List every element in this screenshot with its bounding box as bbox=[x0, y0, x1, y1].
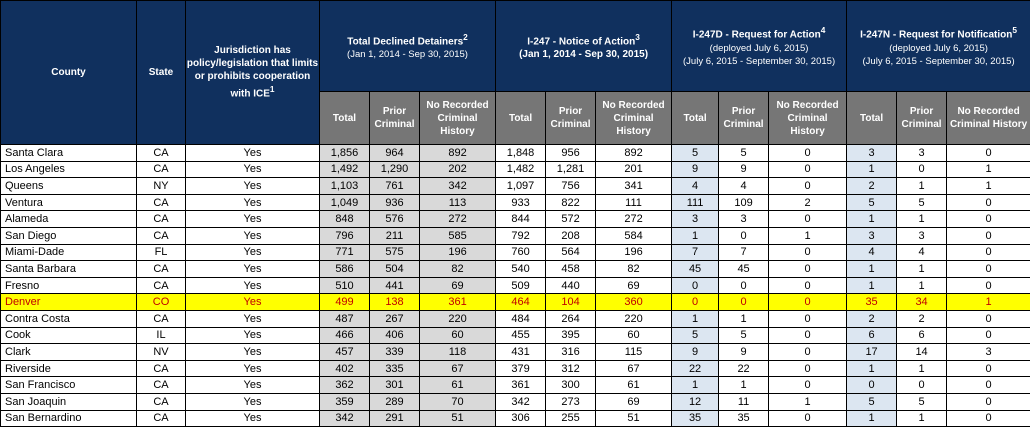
policy-cell: Yes bbox=[186, 178, 320, 195]
i247n-total-cell: 5 bbox=[847, 194, 897, 211]
i247n-norecord-cell: 0 bbox=[947, 377, 1030, 394]
state-cell: CA bbox=[137, 360, 186, 377]
i247-norecord-cell: 111 bbox=[596, 194, 672, 211]
i247d-prior-cell: 5 bbox=[719, 145, 769, 162]
i247-norecord-cell: 69 bbox=[596, 277, 672, 294]
i247d-total-cell: 111 bbox=[672, 194, 719, 211]
policy-cell: Yes bbox=[186, 161, 320, 178]
i247d-total-cell: 5 bbox=[672, 145, 719, 162]
county-cell: Cook bbox=[1, 327, 137, 344]
declined-total-cell: 499 bbox=[320, 294, 370, 311]
i247d-norecord-cell: 0 bbox=[769, 277, 847, 294]
policy-cell: Yes bbox=[186, 244, 320, 261]
i247d-norecord-cell: 0 bbox=[769, 344, 847, 361]
i247d-norecord-cell: 2 bbox=[769, 194, 847, 211]
declined-total-cell: 796 bbox=[320, 227, 370, 244]
policy-cell: Yes bbox=[186, 360, 320, 377]
i247d-prior-cell: 0 bbox=[719, 277, 769, 294]
declined-norecord-cell: 113 bbox=[420, 194, 496, 211]
i247n-prior-cell: 3 bbox=[897, 145, 947, 162]
i247-total-cell: 484 bbox=[496, 310, 546, 327]
state-cell: CA bbox=[137, 377, 186, 394]
i247-norecord-cell: 196 bbox=[596, 244, 672, 261]
i247-prior-cell: 458 bbox=[546, 261, 596, 278]
i247d-prior-header: Prior Criminal bbox=[719, 92, 769, 145]
i247n-total-cell: 4 bbox=[847, 244, 897, 261]
county-cell: Ventura bbox=[1, 194, 137, 211]
i247n-prior-cell: 5 bbox=[897, 194, 947, 211]
state-cell: NY bbox=[137, 178, 186, 195]
declined-prior-cell: 291 bbox=[370, 410, 420, 427]
i247-norecord-cell: 584 bbox=[596, 227, 672, 244]
table-row bbox=[1, 377, 1030, 394]
state-cell: NV bbox=[137, 344, 186, 361]
i247d-prior-cell: 9 bbox=[719, 161, 769, 178]
table-row bbox=[1, 178, 1030, 195]
i247d-prior-cell: 1 bbox=[719, 310, 769, 327]
policy-cell: Yes bbox=[186, 344, 320, 361]
i247-norecord-cell: 272 bbox=[596, 211, 672, 228]
declined-prior-cell: 211 bbox=[370, 227, 420, 244]
i247n-norecord-cell: 0 bbox=[947, 211, 1030, 228]
state-cell: CA bbox=[137, 393, 186, 410]
i247n-total-cell: 1 bbox=[847, 277, 897, 294]
state-cell: CA bbox=[137, 145, 186, 162]
declined-norecord-cell: 61 bbox=[420, 377, 496, 394]
i247d-prior-cell: 4 bbox=[719, 178, 769, 195]
county-cell: Alameda bbox=[1, 211, 137, 228]
i247-total-cell: 1,097 bbox=[496, 178, 546, 195]
i247-total-cell: 342 bbox=[496, 393, 546, 410]
i247n-prior-cell: 14 bbox=[897, 344, 947, 361]
declined-total-cell: 362 bbox=[320, 377, 370, 394]
declined-detainers-header: Total Declined Detainers$^2$ (Jan 1, 2014 - Sep 30, 2015) bbox=[320, 1, 496, 92]
i247-prior-cell: 273 bbox=[546, 393, 596, 410]
table-row bbox=[1, 410, 1030, 427]
declined-prior-cell: 504 bbox=[370, 261, 420, 278]
policy-cell: Yes bbox=[186, 294, 320, 311]
declined-total-cell: 771 bbox=[320, 244, 370, 261]
county-cell: Contra Costa bbox=[1, 310, 137, 327]
i247d-total-cell: 12 bbox=[672, 393, 719, 410]
i247n-norecord-cell: 0 bbox=[947, 261, 1030, 278]
i247d-total-cell: 1 bbox=[672, 310, 719, 327]
i247n-total-cell: 1 bbox=[847, 360, 897, 377]
county-cell: San Joaquin bbox=[1, 393, 137, 410]
i247n-total-cell: 1 bbox=[847, 161, 897, 178]
declined-total-cell: 1,492 bbox=[320, 161, 370, 178]
i247n-prior-cell: 1 bbox=[897, 360, 947, 377]
i247n-prior-cell: 3 bbox=[897, 227, 947, 244]
declined-total-cell: 510 bbox=[320, 277, 370, 294]
state-cell: CA bbox=[137, 161, 186, 178]
i247-norecord-cell: 82 bbox=[596, 261, 672, 278]
i247-prior-cell: 395 bbox=[546, 327, 596, 344]
i247n-header: I-247N - Request for Notification$^5$ (deployed July 6, 2015) (July 6, 2015 - September 30, 2015) bbox=[847, 1, 1030, 92]
declined-prior-cell: 761 bbox=[370, 178, 420, 195]
declined-total-cell: 1,049 bbox=[320, 194, 370, 211]
declined-norecord-cell: 585 bbox=[420, 227, 496, 244]
policy-cell: Yes bbox=[186, 310, 320, 327]
i247d-norecord-cell: 1 bbox=[769, 393, 847, 410]
table-row bbox=[1, 310, 1030, 327]
i247d-header: I-247D - Request for Action$^4$ (deployed July 6, 2015) (July 6, 2015 - September 30, 2015) bbox=[672, 1, 847, 92]
declined-prior-cell: 1,290 bbox=[370, 161, 420, 178]
i247d-total-cell: 1 bbox=[672, 227, 719, 244]
i247-prior-cell: 572 bbox=[546, 211, 596, 228]
state-cell: CA bbox=[137, 261, 186, 278]
table-row bbox=[1, 194, 1030, 211]
declined-total-cell: 359 bbox=[320, 393, 370, 410]
state-cell: CA bbox=[137, 410, 186, 427]
i247-prior-cell: 956 bbox=[546, 145, 596, 162]
i247n-total-cell: 3 bbox=[847, 227, 897, 244]
county-cell: Miami-Dade bbox=[1, 244, 137, 261]
i247n-total-cell: 2 bbox=[847, 178, 897, 195]
table-row bbox=[1, 211, 1030, 228]
declined-total-cell: 487 bbox=[320, 310, 370, 327]
state-cell: CA bbox=[137, 277, 186, 294]
i247n-total-cell: 35 bbox=[847, 294, 897, 311]
policy-cell: Yes bbox=[186, 227, 320, 244]
i247-prior-cell: 316 bbox=[546, 344, 596, 361]
declined-norecord-cell: 118 bbox=[420, 344, 496, 361]
i247d-prior-cell: 9 bbox=[719, 344, 769, 361]
i247n-prior-cell: 0 bbox=[897, 161, 947, 178]
declined-prior-cell: 964 bbox=[370, 145, 420, 162]
i247n-norecord-cell: 0 bbox=[947, 360, 1030, 377]
i247-prior-cell: 300 bbox=[546, 377, 596, 394]
county-cell: Santa Clara bbox=[1, 145, 137, 162]
state-cell: CA bbox=[137, 310, 186, 327]
i247-total-cell: 1,848 bbox=[496, 145, 546, 162]
i247n-total-cell: 5 bbox=[847, 393, 897, 410]
i247n-prior-cell: 1 bbox=[897, 178, 947, 195]
i247n-norecord-cell: 0 bbox=[947, 327, 1030, 344]
state-cell: FL bbox=[137, 244, 186, 261]
i247-total-cell: 306 bbox=[496, 410, 546, 427]
i247-total-cell: 464 bbox=[496, 294, 546, 311]
i247n-prior-cell: 34 bbox=[897, 294, 947, 311]
i247d-total-cell: 22 bbox=[672, 360, 719, 377]
table-row bbox=[1, 261, 1030, 278]
table-body bbox=[1, 145, 1030, 427]
declined-norecord-cell: 220 bbox=[420, 310, 496, 327]
state-cell: CO bbox=[137, 294, 186, 311]
i247-total-cell: 361 bbox=[496, 377, 546, 394]
i247-prior-cell: 1,281 bbox=[546, 161, 596, 178]
i247n-prior-cell: 2 bbox=[897, 310, 947, 327]
i247-norecord-cell: 61 bbox=[596, 377, 672, 394]
i247d-norecord-cell: 0 bbox=[769, 211, 847, 228]
declined-prior-cell: 267 bbox=[370, 310, 420, 327]
i247n-norecord-cell: 1 bbox=[947, 294, 1030, 311]
table-row bbox=[1, 360, 1030, 377]
declined-prior-cell: 576 bbox=[370, 211, 420, 228]
declined-norecord-cell: 342 bbox=[420, 178, 496, 195]
policy-cell: Yes bbox=[186, 377, 320, 394]
i247-norecord-cell: 115 bbox=[596, 344, 672, 361]
i247d-norecord-cell: 1 bbox=[769, 227, 847, 244]
declined-total-cell: 342 bbox=[320, 410, 370, 427]
i247n-norecord-cell: 0 bbox=[947, 410, 1030, 427]
i247d-prior-cell: 35 bbox=[719, 410, 769, 427]
table-row bbox=[1, 344, 1030, 361]
declined-prior-cell: 335 bbox=[370, 360, 420, 377]
state-cell: CA bbox=[137, 211, 186, 228]
i247-prior-header: Prior Criminal bbox=[546, 92, 596, 145]
i247d-norecord-cell: 0 bbox=[769, 410, 847, 427]
declined-norecord-cell: 361 bbox=[420, 294, 496, 311]
declined-total-cell: 402 bbox=[320, 360, 370, 377]
policy-cell: Yes bbox=[186, 145, 320, 162]
i247d-norecord-header: No Recorded Criminal History bbox=[769, 92, 847, 145]
i247d-norecord-cell: 0 bbox=[769, 244, 847, 261]
i247-norecord-cell: 69 bbox=[596, 393, 672, 410]
declined-norecord-cell: 60 bbox=[420, 327, 496, 344]
declined-total-cell: 1,103 bbox=[320, 178, 370, 195]
table-row bbox=[1, 327, 1030, 344]
i247-prior-cell: 564 bbox=[546, 244, 596, 261]
policy-cell: Yes bbox=[186, 211, 320, 228]
i247n-total-cell: 3 bbox=[847, 145, 897, 162]
county-header: County bbox=[1, 1, 137, 145]
declined-norecord-cell: 892 bbox=[420, 145, 496, 162]
i247d-prior-cell: 0 bbox=[719, 294, 769, 311]
i247n-prior-cell: 0 bbox=[897, 377, 947, 394]
declined-norecord-header: No Recorded Criminal History bbox=[420, 92, 496, 145]
declined-prior-cell: 289 bbox=[370, 393, 420, 410]
county-cell: Los Angeles bbox=[1, 161, 137, 178]
i247-total-cell: 792 bbox=[496, 227, 546, 244]
i247-total-cell: 933 bbox=[496, 194, 546, 211]
declined-prior-cell: 936 bbox=[370, 194, 420, 211]
i247-norecord-header: No Recorded Criminal History bbox=[596, 92, 672, 145]
i247-total-cell: 844 bbox=[496, 211, 546, 228]
i247n-prior-header: Prior Criminal bbox=[897, 92, 947, 145]
table-row bbox=[1, 393, 1030, 410]
i247n-total-cell: 0 bbox=[847, 377, 897, 394]
i247n-norecord-cell: 0 bbox=[947, 244, 1030, 261]
i247-prior-cell: 822 bbox=[546, 194, 596, 211]
i247d-prior-cell: 0 bbox=[719, 227, 769, 244]
i247-total-cell: 540 bbox=[496, 261, 546, 278]
policy-cell: Yes bbox=[186, 393, 320, 410]
i247n-total-cell: 1 bbox=[847, 211, 897, 228]
i247d-norecord-cell: 0 bbox=[769, 310, 847, 327]
i247d-norecord-cell: 0 bbox=[769, 178, 847, 195]
i247-total-cell: 379 bbox=[496, 360, 546, 377]
i247d-total-cell: 4 bbox=[672, 178, 719, 195]
i247n-total-cell: 6 bbox=[847, 327, 897, 344]
table-row bbox=[1, 161, 1030, 178]
table-row bbox=[1, 294, 1030, 311]
i247n-norecord-cell: 3 bbox=[947, 344, 1030, 361]
table-row bbox=[1, 227, 1030, 244]
declined-norecord-cell: 67 bbox=[420, 360, 496, 377]
i247d-total-cell: 45 bbox=[672, 261, 719, 278]
declined-prior-cell: 138 bbox=[370, 294, 420, 311]
i247n-prior-cell: 1 bbox=[897, 211, 947, 228]
state-cell: CA bbox=[137, 227, 186, 244]
i247-total-cell: 509 bbox=[496, 277, 546, 294]
declined-total-cell: 466 bbox=[320, 327, 370, 344]
i247-prior-cell: 756 bbox=[546, 178, 596, 195]
county-cell: Fresno bbox=[1, 277, 137, 294]
declined-total-header: Total bbox=[320, 92, 370, 145]
i247-prior-cell: 264 bbox=[546, 310, 596, 327]
declined-total-cell: 457 bbox=[320, 344, 370, 361]
i247d-prior-cell: 7 bbox=[719, 244, 769, 261]
i247-prior-cell: 208 bbox=[546, 227, 596, 244]
declined-prior-cell: 339 bbox=[370, 344, 420, 361]
i247n-total-cell: 1 bbox=[847, 261, 897, 278]
i247-total-cell: 1,482 bbox=[496, 161, 546, 178]
policy-header: Jurisdiction has policy/legislation that limits or prohibits cooperation with ICE$^1$ bbox=[186, 1, 320, 145]
i247n-prior-cell: 5 bbox=[897, 393, 947, 410]
i247n-norecord-cell: 0 bbox=[947, 277, 1030, 294]
county-cell: Santa Barbara bbox=[1, 261, 137, 278]
declined-prior-cell: 441 bbox=[370, 277, 420, 294]
table-row bbox=[1, 244, 1030, 261]
i247n-prior-cell: 1 bbox=[897, 261, 947, 278]
i247n-norecord-cell: 0 bbox=[947, 310, 1030, 327]
i247d-total-cell: 9 bbox=[672, 344, 719, 361]
i247-norecord-cell: 51 bbox=[596, 410, 672, 427]
policy-cell: Yes bbox=[186, 194, 320, 211]
i247d-prior-cell: 109 bbox=[719, 194, 769, 211]
i247-norecord-cell: 892 bbox=[596, 145, 672, 162]
i247n-prior-cell: 1 bbox=[897, 410, 947, 427]
i247-norecord-cell: 60 bbox=[596, 327, 672, 344]
declined-norecord-cell: 51 bbox=[420, 410, 496, 427]
declined-total-cell: 848 bbox=[320, 211, 370, 228]
policy-cell: Yes bbox=[186, 261, 320, 278]
policy-cell: Yes bbox=[186, 410, 320, 427]
county-cell: Denver bbox=[1, 294, 137, 311]
i247-prior-cell: 312 bbox=[546, 360, 596, 377]
policy-cell: Yes bbox=[186, 327, 320, 344]
i247d-prior-cell: 3 bbox=[719, 211, 769, 228]
table-row bbox=[1, 145, 1030, 162]
county-cell: Riverside bbox=[1, 360, 137, 377]
i247d-prior-cell: 11 bbox=[719, 393, 769, 410]
declined-prior-header: Prior Criminal bbox=[370, 92, 420, 145]
declined-norecord-cell: 69 bbox=[420, 277, 496, 294]
declined-norecord-cell: 82 bbox=[420, 261, 496, 278]
declined-prior-cell: 406 bbox=[370, 327, 420, 344]
i247-total-cell: 455 bbox=[496, 327, 546, 344]
i247n-norecord-cell: 0 bbox=[947, 194, 1030, 211]
i247-norecord-cell: 220 bbox=[596, 310, 672, 327]
i247n-norecord-header: No Recorded Criminal History bbox=[947, 92, 1030, 145]
i247d-norecord-cell: 0 bbox=[769, 360, 847, 377]
i247d-prior-cell: 22 bbox=[719, 360, 769, 377]
i247-norecord-cell: 201 bbox=[596, 161, 672, 178]
i247d-total-cell: 9 bbox=[672, 161, 719, 178]
i247d-total-cell: 3 bbox=[672, 211, 719, 228]
i247n-norecord-cell: 1 bbox=[947, 178, 1030, 195]
i247n-norecord-cell: 1 bbox=[947, 161, 1030, 178]
i247n-total-header: Total bbox=[847, 92, 897, 145]
i247-norecord-cell: 67 bbox=[596, 360, 672, 377]
i247d-total-header: Total bbox=[672, 92, 719, 145]
i247n-total-cell: 17 bbox=[847, 344, 897, 361]
declined-total-cell: 586 bbox=[320, 261, 370, 278]
i247d-total-cell: 1 bbox=[672, 377, 719, 394]
i247-norecord-cell: 341 bbox=[596, 178, 672, 195]
i247n-prior-cell: 1 bbox=[897, 277, 947, 294]
declined-norecord-cell: 272 bbox=[420, 211, 496, 228]
state-cell: CA bbox=[137, 194, 186, 211]
county-cell: San Francisco bbox=[1, 377, 137, 394]
i247n-norecord-cell: 0 bbox=[947, 393, 1030, 410]
i247d-norecord-cell: 0 bbox=[769, 294, 847, 311]
i247n-total-cell: 1 bbox=[847, 410, 897, 427]
state-header: State bbox=[137, 1, 186, 145]
declined-norecord-cell: 196 bbox=[420, 244, 496, 261]
i247d-norecord-cell: 0 bbox=[769, 261, 847, 278]
i247-prior-cell: 255 bbox=[546, 410, 596, 427]
state-cell: IL bbox=[137, 327, 186, 344]
i247d-total-cell: 5 bbox=[672, 327, 719, 344]
i247n-total-cell: 2 bbox=[847, 310, 897, 327]
i247n-norecord-cell: 0 bbox=[947, 227, 1030, 244]
county-cell: Queens bbox=[1, 178, 137, 195]
declined-total-cell: 1,856 bbox=[320, 145, 370, 162]
i247n-prior-cell: 6 bbox=[897, 327, 947, 344]
i247d-total-cell: 0 bbox=[672, 277, 719, 294]
i247d-norecord-cell: 0 bbox=[769, 145, 847, 162]
i247d-total-cell: 0 bbox=[672, 294, 719, 311]
policy-cell: Yes bbox=[186, 277, 320, 294]
i247-total-cell: 431 bbox=[496, 344, 546, 361]
i247d-total-cell: 35 bbox=[672, 410, 719, 427]
table-row bbox=[1, 277, 1030, 294]
declined-norecord-cell: 202 bbox=[420, 161, 496, 178]
i247-total-header: Total bbox=[496, 92, 546, 145]
i247-prior-cell: 104 bbox=[546, 294, 596, 311]
i247d-prior-cell: 1 bbox=[719, 377, 769, 394]
declined-prior-cell: 301 bbox=[370, 377, 420, 394]
i247d-norecord-cell: 0 bbox=[769, 377, 847, 394]
i247d-norecord-cell: 0 bbox=[769, 327, 847, 344]
i247d-norecord-cell: 0 bbox=[769, 161, 847, 178]
i247-prior-cell: 440 bbox=[546, 277, 596, 294]
county-cell: San Diego bbox=[1, 227, 137, 244]
county-cell: Clark bbox=[1, 344, 137, 361]
declined-prior-cell: 575 bbox=[370, 244, 420, 261]
i247d-prior-cell: 45 bbox=[719, 261, 769, 278]
i247-header: I-247 - Notice of Action$^3$ (Jan 1, 2014 - Sep 30, 2015) bbox=[496, 1, 672, 92]
i247n-prior-cell: 4 bbox=[897, 244, 947, 261]
i247-norecord-cell: 360 bbox=[596, 294, 672, 311]
i247n-norecord-cell: 0 bbox=[947, 145, 1030, 162]
i247d-total-cell: 7 bbox=[672, 244, 719, 261]
declined-norecord-cell: 70 bbox=[420, 393, 496, 410]
i247d-prior-cell: 5 bbox=[719, 327, 769, 344]
county-cell: San Bernardino bbox=[1, 410, 137, 427]
i247-total-cell: 760 bbox=[496, 244, 546, 261]
